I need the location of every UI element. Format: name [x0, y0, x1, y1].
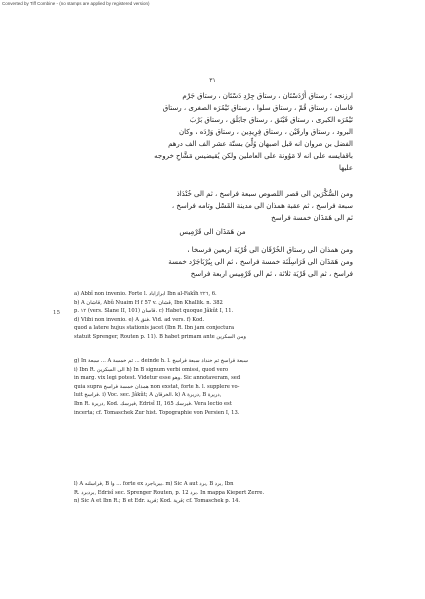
text-line: ومن هَمَذَان الى فَرَاسِلَنَة خمسة فراسخ ، ثم الى بِيُرْبَاجَرْد خمسة — [168, 258, 353, 266]
text-line: فراسخ ، ثم الى قَرْيَة ثلاثة ، ثم الى قَرْمِيس اربعة فراسخ — [190, 270, 353, 278]
footnote: statuit Sprenger, Routen p. 11). B habet primam ante ومن السكرين — [74, 333, 247, 340]
text-line: البرود ، رستاق وارقَيْن ، رستاق فِرِيدِين ، رستاق وَرْدَه ، وكان — [179, 128, 353, 136]
footnote: quod a latere hujus stationis jacet (Ibn R. Ibn jam conjectura — [74, 325, 235, 332]
margin-line-number: 15 — [53, 310, 60, 316]
footnote: i) Ibn R. الى السكرين h) In B signum verbi omissi, quod vero — [74, 366, 229, 373]
text-line: الفضل بن مروان انه قبل اصبهان وُلِّيَ بستّة عشر الف الف درهم — [168, 140, 353, 148]
text-line: تَيْمُرَه الكبرى ، رستاق فَيْنَق ، رستاق جابَلَق ، رستاق بَرْبَ — [189, 116, 353, 124]
text-line: ومن السُّكَّرَين الى قصر اللصوص سبعة فراسخ ، ثم الى خُنْدَاذ — [176, 190, 353, 198]
footnote: d) Vlibi non invenio. e) A فنق. Vid. ad vers. f) Kod. — [74, 316, 205, 323]
arabic-section-3 — [77, 244, 353, 280]
footnote: p. ١٢ (vers. Slane II, 101) قاسان. c) Habet quoque Jâkût I, 11. — [74, 308, 234, 315]
text-line: باقفايسه على انه لا مَوُونة على العاملين ولكن يُقيضيس مَشَّاحِ خروجه — [154, 152, 353, 160]
footnotes-group-2 — [74, 357, 352, 417]
arabic-section-2 — [77, 188, 353, 224]
footnotes-group-1 — [74, 290, 352, 342]
footnote: g) In سبعة ... A ثم خمسة ... deinde h. l. سبعة فراسخ ثم خنداذ سبعة فراسخ — [74, 358, 249, 364]
text-line: ارزنجه ؛ رستاق أُرْدَسْتَان ، رستاق جِرْدِ دَسْتَان ، رستاق جَرْم — [182, 92, 353, 100]
text-line: قاسان ، رستاق قُمّ ، رستاق سلوا ، رستاق تَيْمُرَه الصغرى ، رستاق — [162, 104, 353, 112]
section-heading: من هَمَذَان الى قَرْمِيس — [179, 228, 246, 236]
footnotes-group-3 — [74, 480, 352, 506]
text-line: ومن همذان الى رستاق الخُرْقَان الى قُرْيَة اربعين فرسخا ، — [187, 246, 353, 254]
footnote: Ibn R. دريرة, Kod. فيرسك, Edrisî II, 165 فيرسك. Vera lectio est — [74, 400, 232, 407]
footnote: in marg. vix legi potest. Videtur esse وهو. Sic annotaveram, sed — [74, 375, 241, 382]
text-line: ثم الى هَمَذَان خمسة فراسخ — [271, 214, 353, 222]
footnote: b) A قاشان, Abû Nuaim H f 57 v. قشان, Ibn Khallik. n. 382 — [74, 299, 223, 306]
scan-banner: Converted by Tiff Combine - (no stamps are applied by registered version) — [2, 1, 150, 6]
footnote: a) Abbî non invenio. Forte l. ابرازاباد Ibn al-Fakîh ٢٢٦, 6. — [74, 291, 217, 297]
footnote: n) Sic A et Ibn R.; B et Edr. فرية; Kod. قرية; cf. Tomaschek p. 14. — [74, 498, 241, 505]
arabic-section-1 — [77, 90, 353, 174]
text-line: سبعة فراسخ ، ثم عقبة همذان الى مدينة القَسْل وتامه فراسخ ، — [171, 202, 353, 210]
text-line: عليها — [339, 164, 353, 172]
footnote: R. بردبرد, Edrisî sec. Sprenger Routen, p. 12 برد. In mappa Kiepert Zerre. — [74, 489, 265, 496]
page-number: ٣١ — [209, 77, 216, 84]
footnote: luit فراسخ. i) Voc. sec. Jâkût; A الخرقان. k) A دريرة, B دريرة, — [74, 392, 222, 399]
footnote: incerta; cf. Tomaschek Zur hist. Topographie von Persien I, 13. — [74, 409, 240, 416]
footnote: quia supra همذان خمسة فراسخ non exstat, forte h. l. supplere vo- — [74, 383, 240, 390]
footnote: l) A فراسلنه, B وا ... forte ex بيرباجرد. m) Sic A aut برد, B برد, Ibn — [74, 481, 234, 487]
